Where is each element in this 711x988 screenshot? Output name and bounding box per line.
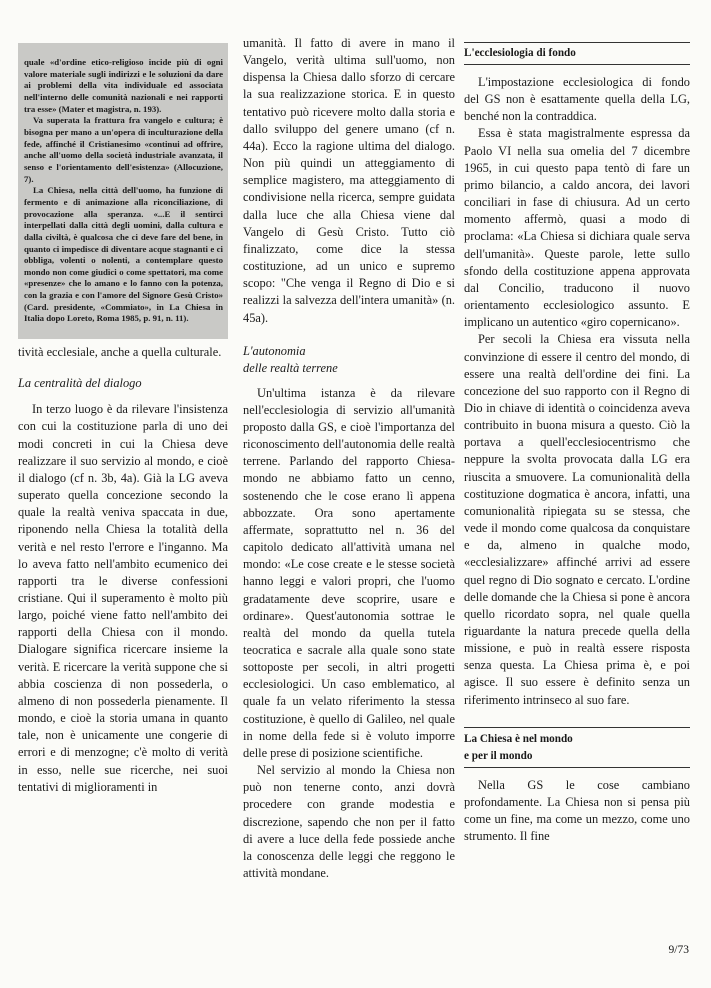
- paragraph: L'impostazione ecclesiologica di fondo del GS non è esattamente quella della LG, benché non la contraddica.: [464, 75, 690, 124]
- heading-rule: [464, 767, 690, 768]
- left-column: [18, 0, 228, 796]
- section-heading-line: delle realtà terrene: [243, 360, 338, 375]
- paragraph: Nel servizio al mondo la Chiesa non può non tenerne conto, anzi dovrà procedere con grande modestia e discrezione, sapendo che non per il fatto di avere a luce della fede possiede anche la conoscenza delle leggi che reggono le attività mondane.: [243, 763, 455, 881]
- paragraph: Un'ultima istanza è da rilevare nell'ecclesiologia di servizio all'umanità proposto dalla GS, e cioè l'importanza del riconoscimento dell'autonomia delle realtà terrene. Parlando del rapporto Chiesa-mondo ne abbiamo fatto un cenno, sostenendo che le cose erano lì appena abbozzate. Ora sono apertamente affermate, soprattutto nel n. 36 del capitolo dedicato all'attività umana nel mondo: «Le cose create e le stesse società hanno leggi e valori propri, che l'uomo gradatamente deve scoprire, usare e ordinare». Quest'autonomia sottrae le realtà del mondo da quella tutela teocratica e sacrale alla quale sono state sottoposte per secoli, in altri progetti ecclesiologici. Un caso emblematico, al quale fa un velato riferimento la stessa costituzione, è quello di Galileo, nel quale in nome della fede si è voluto imporre delle prese di posizione scientifiche.: [243, 385, 455, 760]
- heading-rule: [464, 42, 690, 43]
- sidebox-paragraph: Va superata la frattura fra vangelo e cultura; è bisogna per mano a un'opera di inculturazione della fede, affinché il Cristianesimo «continui ad offrire, anche all'uomo della società industriale avanzata, il senso e l'orientamento dell'esistenza» (Allocuzione, 7).: [24, 115, 223, 184]
- paragraph: Per secoli la Chiesa era vissuta nella convinzione di essere il centro del mondo, di essere una realtà dell'ordine dei fini. La concezione del suo rapporto con il Regno di Dio in chiave di identità o coincidenza aveva contribuito in buona misura a questo. Ciò la portava a quell'ecclesiocentrismo che neppure la svolta provocata dalla LG era riuscita a smuovere. La comunionalità della costituzione dogmatica è ancora, infatti, una comunionalità ripiegata su se stessa, che vede il mondo come qualcosa da conquistare e da, almeno in qualche modo, «ecclesializzare» affinché arrivi ad essere quel regno di Dio sognato e cercato. L'ordine delle domande che la Chiesa si pone è ancora quello ricordato sopra, nel quale quella riguardante la natura precede quella della missione, e può in realtà essere risposta senza questa. La Chiesa prima è, e poi agisce. Il suo essere è definito senza un riferimento intrinseco al suo fare.: [464, 332, 690, 707]
- sidebox-paragraph: La Chiesa, nella città dell'uomo, ha funzione di fermento e di animazione alla riconciliazione, di provocazione alla speranza. «...E il sentirci interpellati dalla città degli uomini, dalla cultura e dalla civiltà, è qualcosa che ci deve fare del bene, in quanto ci impedisce di diventare acque stagnanti e ci obbliga, volenti o nolenti, a contemplare questo mondo non come giudici o come spettatori, ma come «presenze» che lo amano e lo fanno con la potenza, con la grazia e con l'amore del Signore Gesù Cristo» (Card. presidente, «Commiato», in La Chiesa in Italia dopo Loreto, Roma 1985, p. 91, n. 11).: [24, 185, 223, 324]
- paragraph: Essa è stata magistralmente espressa da Paolo VI nella sua omelia del 7 dicembre 1965, in cui questo papa tentò di fare un primo bilancio, a caldo ancora, dei lavori conciliari in fase di chiusura. Ad un certo momento affermò, quasi a modo di proclama: «La Chiesa si dichiara quale serva dell'umanità». Queste parole, lette sullo sfondo della costituzione appena approvata dal Concilio, traducono il nuovo orientamento ecclesiologico assunto. E implicano un autentico «giro copernicano».: [464, 126, 690, 330]
- middle-column: [243, 0, 455, 882]
- section-heading-line: e per il mondo: [464, 749, 533, 762]
- section-heading-line: La Chiesa è nel mondo: [464, 732, 573, 745]
- section-heading-autonomia: [243, 343, 455, 377]
- right-column: [464, 0, 690, 845]
- heading-rule: [464, 727, 690, 728]
- heading-rule: [464, 64, 690, 65]
- section-heading-dialogo: La centralità del dialogo: [18, 376, 142, 391]
- section-heading-chiesa-mondo: [464, 731, 690, 765]
- section-heading-line: L'autonomia: [243, 343, 306, 358]
- paragraph: Nella GS le cose cambiano profondamente. La Chiesa non si pensa più come un fine, ma come un mezzo, come uno strumento. Il fine: [464, 777, 690, 844]
- page-number: 9/73: [668, 944, 689, 956]
- paragraph: In terzo luogo è da rilevare l'insistenza con cui la costituzione parla di uno dei modi concreti in cui la Chiesa deve realizzare il suo servizio al mondo, e cioè il dialogo (cf n. 3b, 4a). Già la LG aveva superato quella concezione secondo la quale la realtà veniva spaccata in due, riponendo nella Chiesa la totalità della verità e nel resto l'errore e l'inganno. Ma lo aveva fatto nell'ambito ecumenico dei rapporti tra le diverse confessioni cristiane. Qui il superamento è molto più largo, poiché viene fatto nell'ambito dei rapporti della Chiesa con il mondo. Dialogare significa ricercare insieme la verità. E ricercare la verità suppone che si abbia coscienza di non possederla, o almeno di non possederla pienamente. Il mondo, e cioè la storia umana in quanto tale, non è unicamente une congerie di errori e di menzogne; c'è molto di verità in esso, nelle sue ricerche, nei suoi tentativi di miglioramenti in: [18, 402, 228, 794]
- sidebar-quote-box: [18, 43, 228, 339]
- section-heading-ecclesiologia: L'ecclesiologia di fondo: [464, 47, 576, 59]
- continued-text: tività ecclesiale, anche a quella culturale.: [18, 345, 222, 360]
- sidebox-paragraph: quale «d'ordine etico-religioso incide più di ogni valore materiale sugli indirizzi e le soluzioni da dare ai problemi della vita individuale ed associata nell'interno delle comunità nazionali e nei rapporti tra esse» (Mater et magistra, n. 193).: [24, 57, 223, 114]
- paragraph: umanità. Il fatto di avere in mano il Vangelo, verità ultima sull'uomo, non dispensa la Chiesa dallo sforzo di cercare la sua realizzazione storica. E in questo tentativo può ricevere molto dalla storia e dallo sviluppo del genere umano (cf n. 44a). Ecco la ragione ultima del dialogo. Non più quindi un atteggiamento di semplice magistero, ma atteggiamento di condivisione nella ricerca, sempre guidata dalla luce che alla Chiesa viene dal Vangelo di Gesù Cristo. Tutto ciò finalizzato, come dice la stessa costituzione, ad un unico e supremo scopo: "Che venga il Regno di Dio e si realizzi la salvezza dell'intera umanità» (n. 45a).: [243, 36, 455, 325]
